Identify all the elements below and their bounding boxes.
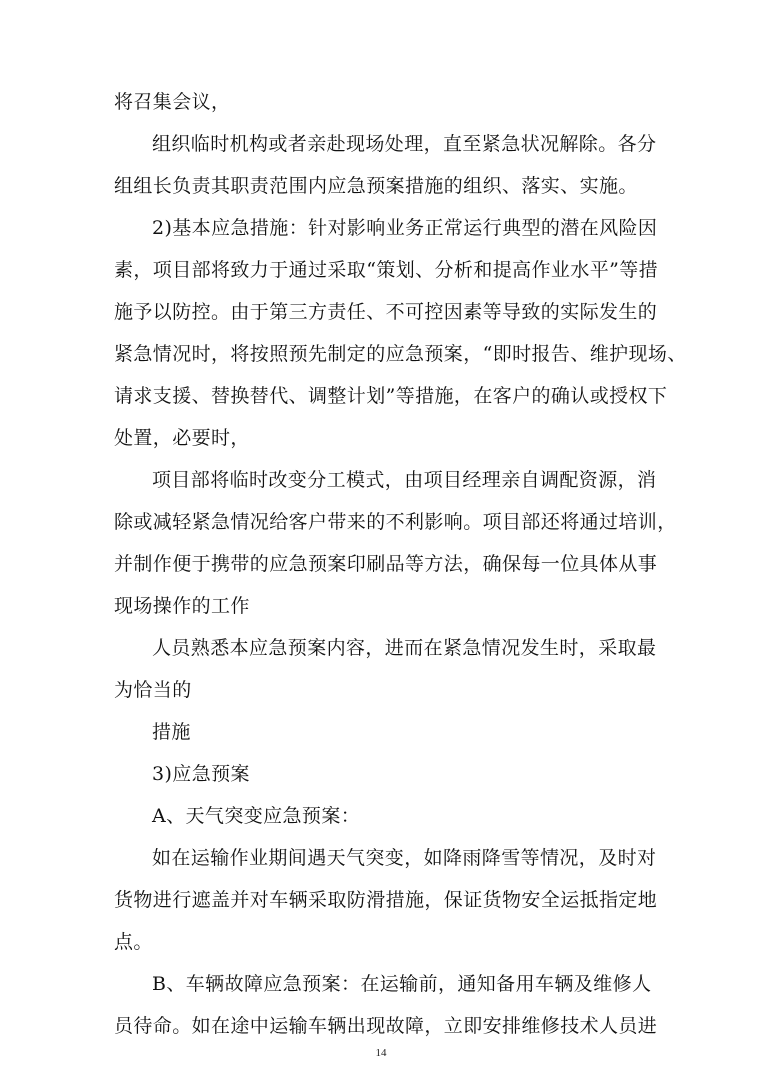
text-line: 3)应急预案 [152,763,250,785]
text-line: 请求支援、替换替代、调整计划”等措施，在客户的确认或授权下 [114,385,668,407]
text-line: 现场操作的工作 [114,595,250,617]
text-line: 项目部将临时改变分工模式，由项目经理亲自调配资源，消 [152,469,657,491]
text-line: 并制作便于携带的应急预案印刷品等方法，确保每一位具体从事 [114,553,658,575]
page-number: 14 [375,1047,387,1059]
text-line: A、天气突变应急预案： [152,805,361,827]
text-line: 货物进行遮盖并对车辆采取防滑措施，保证货物安全运抵指定地 [114,889,658,911]
text-line: 点。 [114,931,153,953]
text-line: 组组长负责其职责范围内应急预案措施的组织、落实、实施。 [114,175,638,197]
text-line: 素，项目部将致力于通过采取“策划、分析和提高作业水平”等措 [114,259,659,281]
text-line: 组织临时机构或者亲赴现场处理，直至紧急状况解除。各分 [152,133,657,155]
text-line: 措施 [152,721,191,743]
text-line: 除或减轻紧急情况给客户带来的不利影响。项目部还将通过培训， [114,511,677,533]
text-line: 员待命。如在途中运输车辆出现故障，立即安排维修技术人员进 [114,1015,658,1037]
text-line: 为恰当的 [114,679,192,701]
text-line: 2)基本应急措施：针对影响业务正常运行典型的潜在风险因 [152,217,658,239]
text-line: 紧急情况时，将按照预先制定的应急预案，“即时报告、维护现场、 [114,343,687,365]
text-line: 将召集会议， [114,91,231,113]
text-line: 施予以防控。由于第三方责任、不可控因素等导致的实际发生的 [114,301,658,323]
text-line: 如在运输作业期间遇天气突变，如降雨降雪等情况，及时对 [152,847,657,869]
text-line: 处置，必要时， [114,427,250,449]
text-line: B、车辆故障应急预案：在运输前，通知备用车辆及维修人 [152,973,652,995]
text-line: 人员熟悉本应急预案内容，进而在紧急情况发生时，采取最 [152,637,657,659]
